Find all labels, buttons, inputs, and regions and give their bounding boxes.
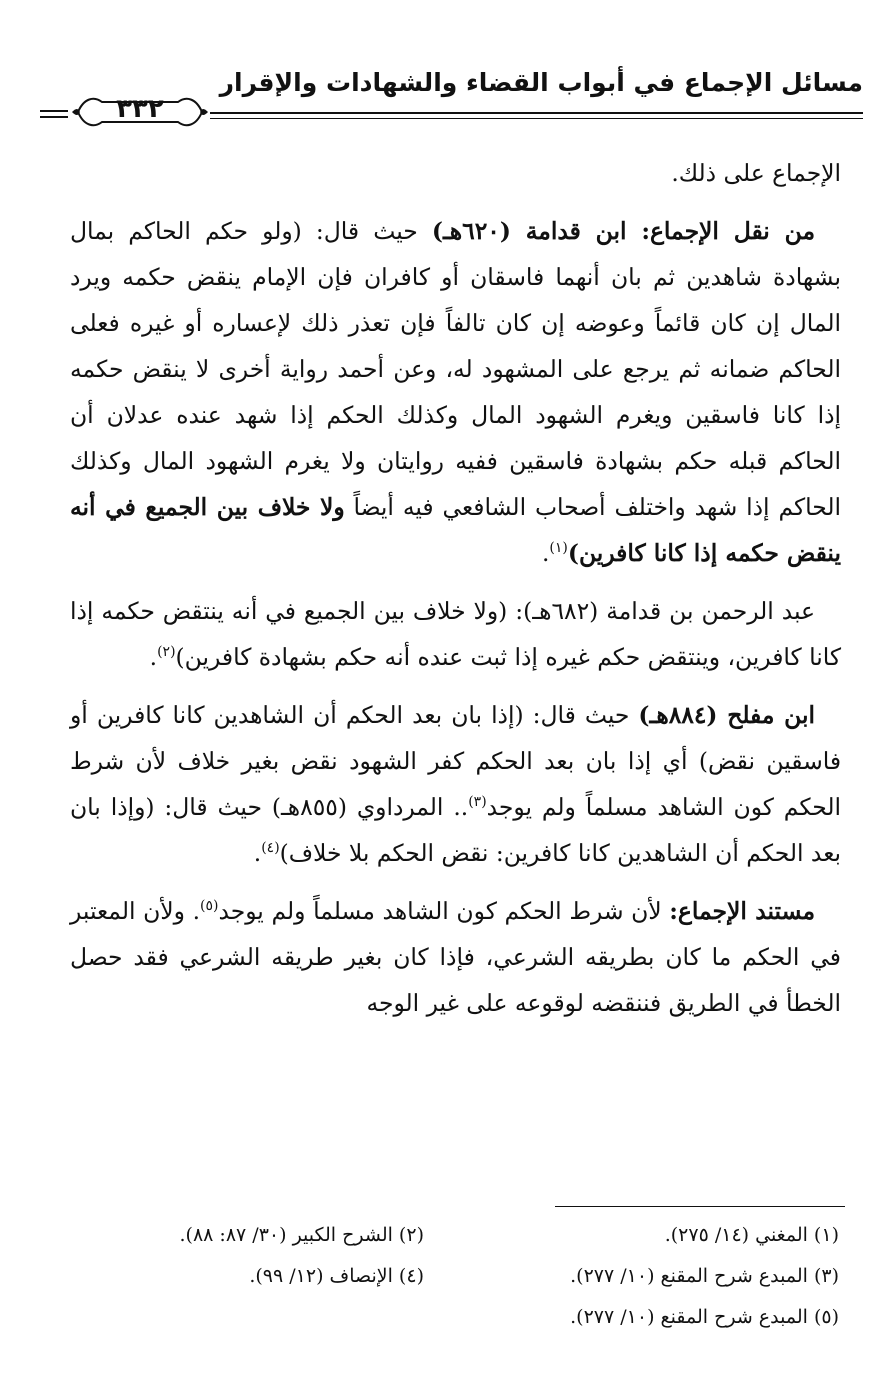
text-run: . [541,539,550,567]
text-run: حيث قال: (ولو حكم الحاكم بمال بشهادة شاهدين ثم بان أنهما فاسقان أو كافران فإن الإمام ينقض حكمه ويرد المال إن كان قائماً وعوضه إن كان تالفاً فإن تعذر ذلك لإعساره أو غيره فعلى الحاكم ضمانه ثم يرجع على المشهود له، وعن أحمد رواية أخرى لا ينقض حكمه إذا كانا فاسقين ويغرم الشهود المال وكذلك الحكم إذا شهد عنده عدلان أن الحاكم قبله حكم بشهادة فاسقين ففيه روايتان ولا يغرم الشهود المال وكذلك الحاكم إذا شهد واختلف أصحاب الشافعي فيه أيضاً [70,217,841,521]
bold-text-run: من نقل الإجماع: ابن قدامة (٦٢٠هـ) [431,217,815,245]
footnote-marker: (٢) [157,644,176,661]
bold-text-run: ولا خلاف بين الجميع في أنه ينقض حكمه إذا كانا كافرين) [70,493,841,567]
footnote-separator [555,1206,845,1207]
text-run: .. المرداوي (٨٥٥هـ) حيث قال: (وإذا بان بعد الحكم أن الشاهدين كانا كافرين: نقض الحكم بلا خلاف) [70,793,841,867]
text-run: عبد الرحمن بن قدامة (٦٨٢هـ): (ولا خلاف بين الجميع في أنه ينتقض حكمه إذا كانا كافرين، وينتقض حكم غيره إذا ثبت عنده أنه حكم بشهادة كافرين) [70,597,841,671]
text-run: الإجماع على ذلك. [671,159,841,187]
footnote-marker: (١) [549,540,568,557]
paragraph [70,692,841,876]
footnote-marker: (٤) [261,840,280,857]
header-rule [210,112,863,114]
header-left-rule [40,116,68,118]
footnote-marker: (٣) [468,794,487,811]
footnote-4: (٤) الإنصاف (١٢/ ٩٩). [249,1265,424,1287]
text-run: حيث قال: (إذا بان بعد الحكم أن الشاهدين كانا كافرين أو فاسقين نقض) أي إذا بان بعد الحكم كفر الشهود نقض بغير خلاف لأن شرط الحكم كون الشاهد مسلماً ولم يوجد [70,701,842,821]
paragraph [70,208,841,576]
header-title: مسائل الإجماع في أبواب القضاء والشهادات والإقرار [219,68,863,97]
paragraph [70,588,841,680]
running-header [40,62,863,134]
text-run: . ولأن المعتبر في الحكم ما كان بطريقه الشرعي، فإذا كان بغير طريقه الشرعي فقد حصل الخطأ في الطريق فننقضه لوقوعه على غير الوجه [70,897,841,1017]
bold-text-run: مستند الإجماع: [669,897,815,925]
bold-text-run: ابن مفلح (٨٨٤هـ) [638,701,815,729]
text-run: . [253,839,262,867]
header-rule-thin [210,118,863,119]
page-number: ٣٣٢ [116,94,164,124]
page-number-ornament [70,90,210,134]
footnote-1: (١) المغني (١٤/ ٢٧٥). [664,1224,839,1246]
footnote-3: (٣) المبدع شرح المقنع (١٠/ ٢٧٧). [570,1265,839,1287]
footnotes [70,1224,839,1374]
text-run: لأن شرط الحكم كون الشاهد مسلماً ولم يوجد [218,897,670,925]
body-text [70,150,841,1026]
paragraph [70,888,841,1026]
paragraph [70,150,841,196]
footnote-marker: (٥) [200,898,219,915]
header-left-rule [40,110,68,112]
footnote-5: (٥) المبدع شرح المقنع (١٠/ ٢٧٧). [570,1306,839,1328]
text-run: . [149,643,158,671]
footnote-2: (٢) الشرح الكبير (٣٠/ ٨٧: ٨٨). [179,1224,424,1246]
